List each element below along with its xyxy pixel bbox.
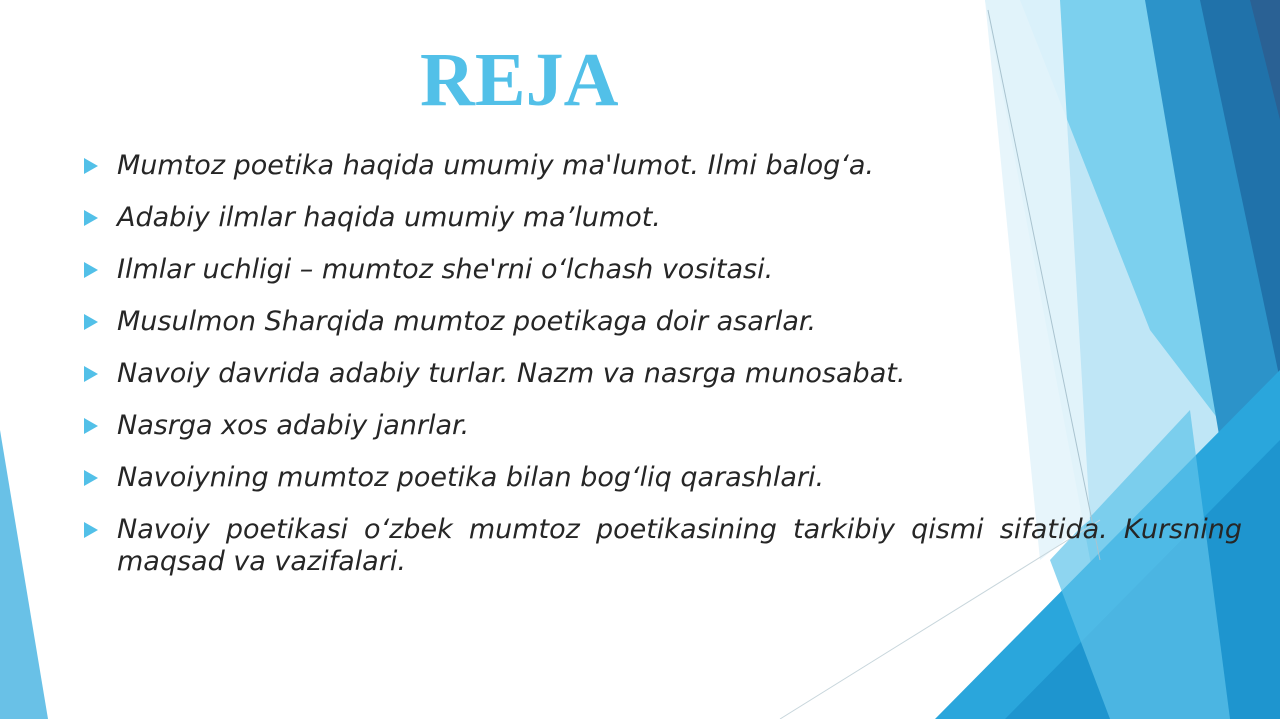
triangle-bullet-icon	[84, 314, 98, 330]
triangle-bullet-icon	[84, 366, 98, 382]
triangle-bullet-icon	[84, 158, 98, 174]
list-item	[80, 410, 1242, 442]
list-item-text: Navoiy davrida adabiy turlar. Nazm va nasrga munosabat.	[117, 358, 906, 389]
slide-title: REJA	[420, 38, 619, 122]
list-item-text: Adabiy ilmlar haqida umumiy ma’lumot.	[117, 202, 661, 233]
list-item	[80, 202, 1242, 234]
list-item	[80, 358, 1242, 390]
list-item	[80, 150, 1242, 182]
triangle-bullet-icon	[84, 262, 98, 278]
list-item	[80, 514, 1242, 578]
list-item	[80, 462, 1242, 494]
list-item	[80, 254, 1242, 286]
list-item-text: Musulmon Sharqida mumtoz poetikaga doir asarlar.	[117, 306, 817, 337]
list-item-text: Navoiy poetikasi o‘zbek mumtoz poetikasining tarkibiy qismi sifatida. Kursning maqsad va vazifalari.	[117, 514, 1242, 577]
list-item-text: Nasrga xos adabiy janrlar.	[117, 410, 470, 441]
plan-list	[80, 150, 1242, 578]
list-item-text: Mumtoz poetika haqida umumiy ma'lumot. Ilmi balog‘a.	[117, 150, 875, 181]
list-item-text: Navoiyning mumtoz poetika bilan bog‘liq qarashlari.	[117, 462, 825, 493]
triangle-bullet-icon	[84, 522, 98, 538]
triangle-bullet-icon	[84, 418, 98, 434]
triangle-bullet-icon	[84, 210, 98, 226]
list-item	[80, 306, 1242, 338]
triangle-bullet-icon	[84, 470, 98, 486]
list-item-text: Ilmlar uchligi – mumtoz she'rni o‘lchash vositasi.	[117, 254, 774, 285]
